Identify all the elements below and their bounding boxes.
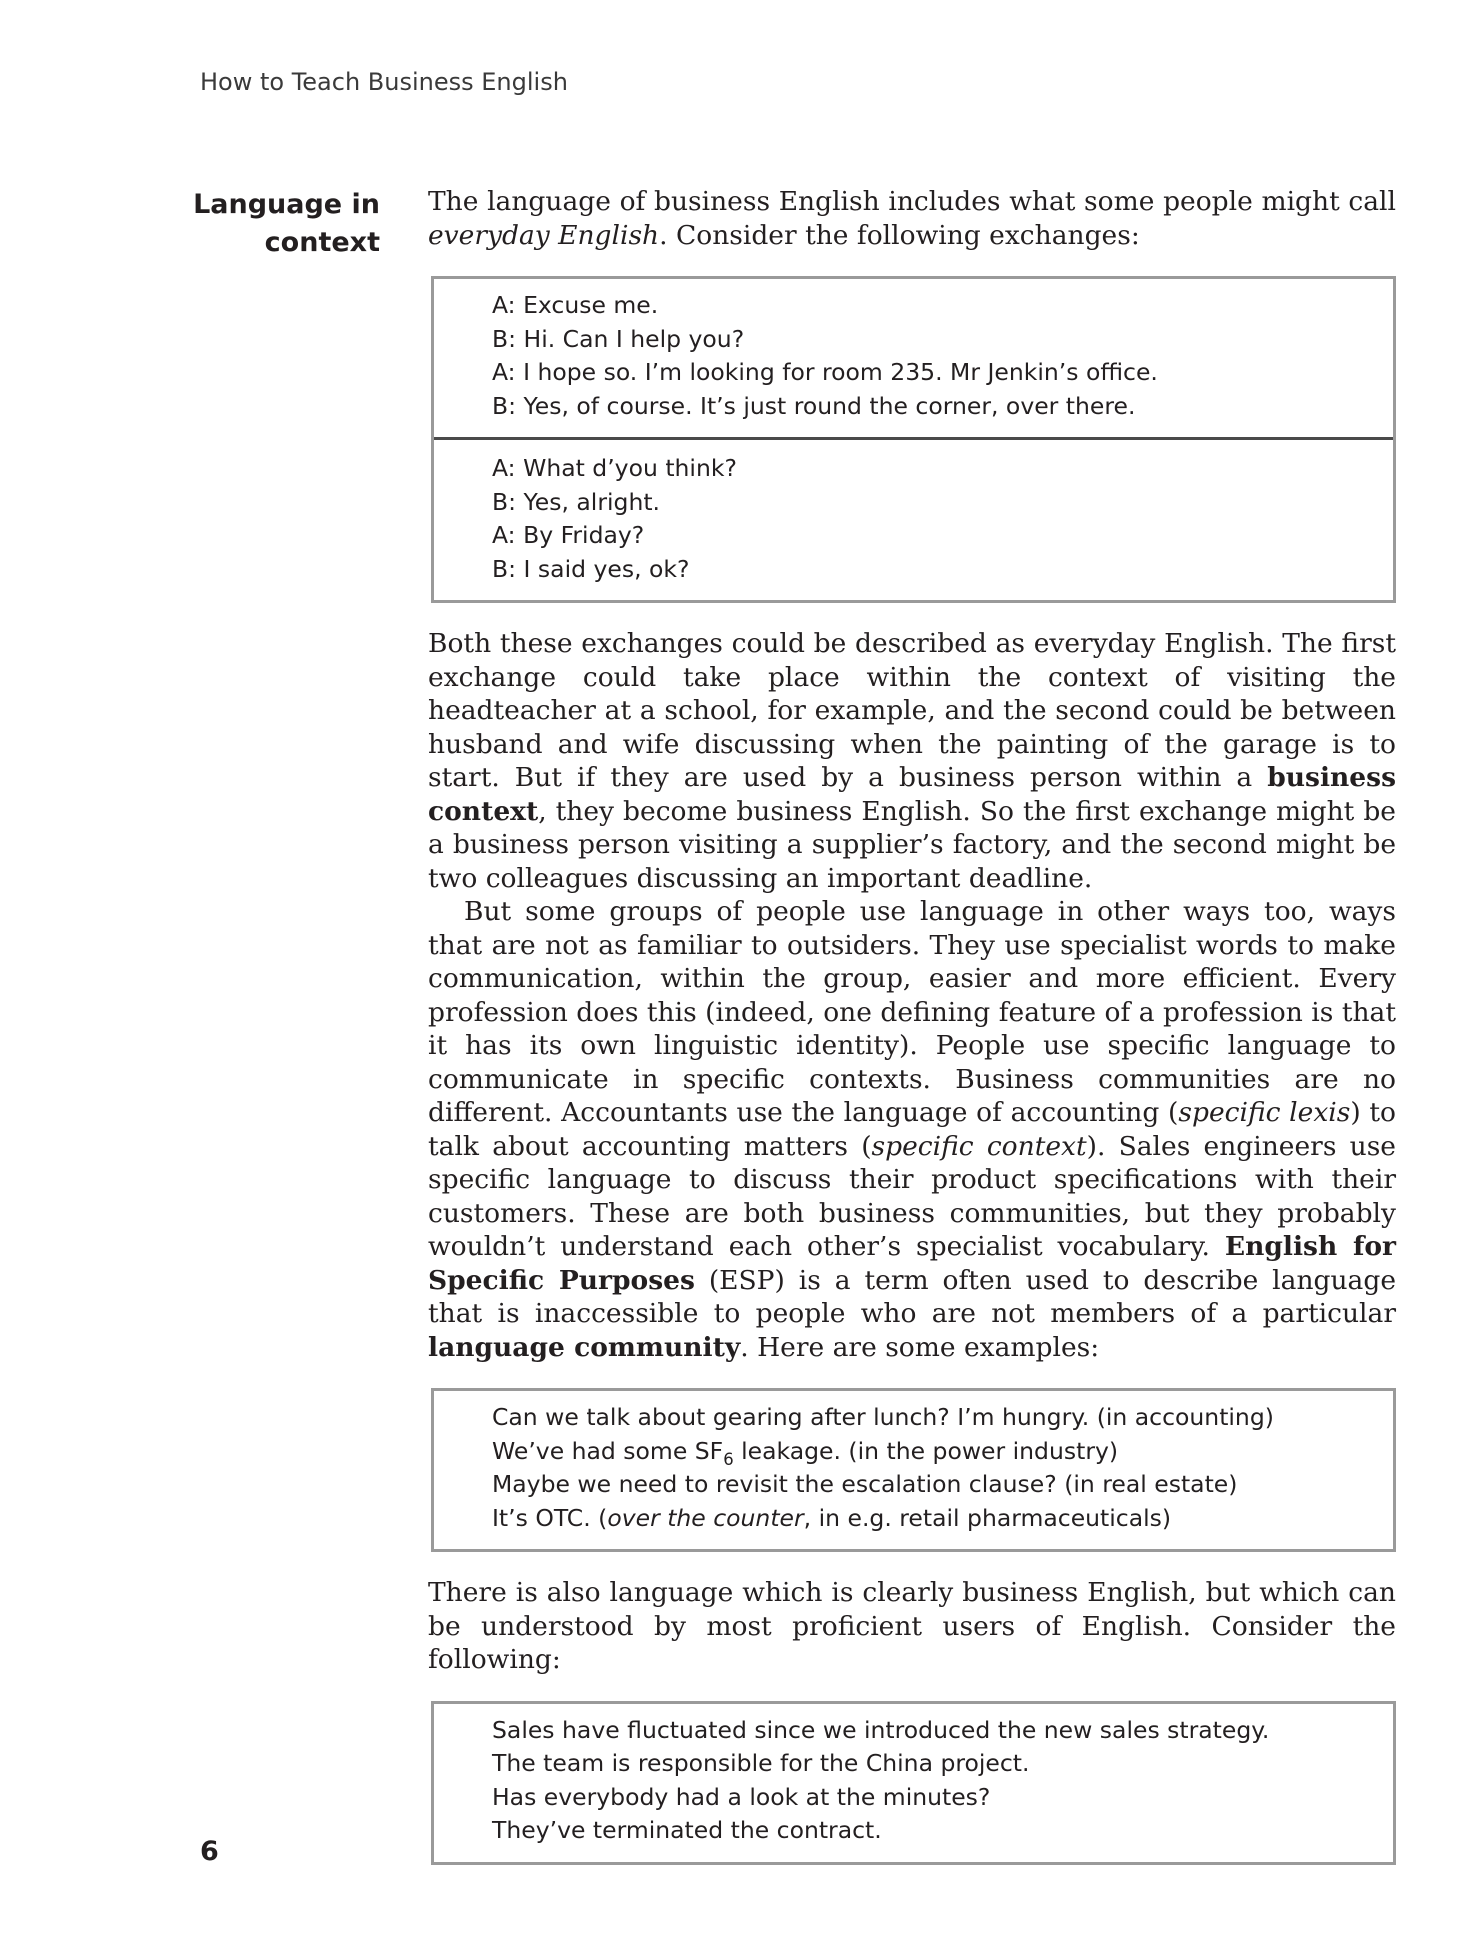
general-examples-box (431, 1701, 1396, 1865)
dialogue-line (492, 356, 1373, 390)
dialogue-text: I hope so. I’m looking for room 235. Mr Jenkin’s office. (523, 358, 1158, 386)
example-text: leakage. (in the power industry) (733, 1436, 1119, 1465)
section-heading-line2: context (264, 227, 380, 258)
dialogue-text: Hi. Can I help you? (523, 324, 745, 353)
page-number: 6 (200, 1836, 219, 1867)
example-line: They’ve terminated the contract. (492, 1816, 882, 1844)
para3-text-2: ) to talk about accounting matters ( (428, 1097, 1396, 1162)
speaker-label: B: (492, 554, 517, 583)
example-line: Sales have fluctuated since we introduced the new sales strategy. (492, 1715, 1270, 1744)
example-line (492, 1502, 1373, 1536)
dialogue-line (492, 390, 1373, 424)
dialogue-text: By Friday? (523, 521, 645, 549)
dialogue-line (492, 486, 1373, 520)
speaker-label: A: (492, 521, 516, 549)
dialogue-line (492, 452, 1373, 486)
para2-text-1: Both these exchanges could be described as everyday English. The first exchange could take place within the context of visiting the headteacher at a school, for example, and the second could be between husband and wife discussing when the painting of the garage is to start. But if they are used by a business person within a (428, 628, 1396, 793)
section-heading (150, 186, 380, 262)
example-italic: over the counter (607, 1503, 804, 1532)
para3-italic-term-2: specific context (871, 1130, 1087, 1162)
esp-examples (434, 1391, 1393, 1549)
para3-text-3: ). Sales engineers use specific language to discuss their product specifications with their customers. These are both business communities, but they probably wouldn’t understand each other’s specialist vocabulary. (428, 1130, 1396, 1262)
para3-text-4: (ESP) is a term often used to describe language that is inaccessible to people who are not members of a particular (428, 1264, 1396, 1329)
speaker-label: A: (492, 454, 516, 482)
dialogue-line (492, 519, 1373, 553)
body-paragraph-2 (428, 627, 1396, 895)
dialogue-1 (434, 279, 1393, 437)
dialogue-line (492, 553, 1373, 587)
body-paragraph-3 (428, 895, 1396, 1364)
intro-text-2: . Consider the following exchanges: (659, 219, 1140, 251)
dialogue-text: Excuse me. (523, 291, 659, 319)
dialogue-text: Yes, of course. It’s just round the corner, over there. (523, 391, 1136, 420)
example-text: , in e.g. retail pharmaceuticals) (803, 1503, 1172, 1532)
para3-italic-term-1: specific lexis (1178, 1097, 1351, 1128)
intro-italic-term: everyday English (428, 219, 660, 251)
para3-text-1: But some groups of people use language in other ways too, ways that are not as familiar to outsiders. They use specialist words to make communication, within the group, easier and more efficient. Every profession does this (indeed, one defining feature of a profession is that it has its own linguistic identity). People use specific language to communicate in specific contexts. Business communities are no different. Accountants use the language of accounting ( (428, 896, 1396, 1128)
esp-examples-box (431, 1388, 1396, 1552)
para2-text-2: , they become business English. So the first exchange might be a business person visiting a supplier’s factory, and the second might be two colleagues discussing an important deadline. (428, 795, 1396, 894)
dialogue-line (492, 323, 1373, 357)
intro-text-1: The language of business English includes what some people might call (428, 186, 1396, 217)
dialogue-text: What d’you think? (523, 454, 737, 482)
body-paragraph-4: There is also language which is clearly business English, but which can be understood by most proficient users of English. Consider the following: (428, 1577, 1396, 1675)
dialogue-line (492, 289, 1373, 323)
example-line: The team is responsible for the China project. (492, 1749, 1030, 1777)
example-line (492, 1435, 1373, 1469)
example-text: We’ve had some SF (492, 1436, 724, 1465)
para3-text-5: . Here are some examples: (740, 1331, 1100, 1363)
para3-bold-term-1: English for Specific Purposes (428, 1231, 1397, 1296)
dialogue-box (431, 276, 1396, 603)
para2-bold-term: business context (428, 762, 1396, 827)
dialogue-text: Yes, alright. (523, 487, 661, 516)
dialogue-2 (434, 437, 1393, 600)
speaker-label: B: (492, 324, 517, 353)
running-header: How to Teach Business English (200, 68, 568, 96)
speaker-label: B: (492, 391, 517, 420)
example-line: Has everybody had a look at the minutes? (492, 1782, 991, 1811)
speaker-label: A: (492, 291, 516, 319)
speaker-label: B: (492, 487, 517, 516)
intro-paragraph (428, 185, 1396, 252)
general-examples (434, 1704, 1393, 1862)
example-text: It’s OTC. ( (492, 1503, 608, 1532)
main-text-column (428, 185, 1396, 1889)
section-heading-line1: Language in (193, 189, 380, 220)
subscript: 6 (723, 1449, 734, 1469)
speaker-label: A: (492, 358, 516, 386)
para3-bold-term-2: language community (428, 1331, 741, 1363)
example-line: Maybe we need to revisit the escalation clause? (in real estate) (492, 1470, 1238, 1498)
example-line: Can we talk about gearing after lunch? I’m hungry. (in accounting) (492, 1403, 1274, 1431)
dialogue-text: I said yes, ok? (523, 554, 690, 583)
